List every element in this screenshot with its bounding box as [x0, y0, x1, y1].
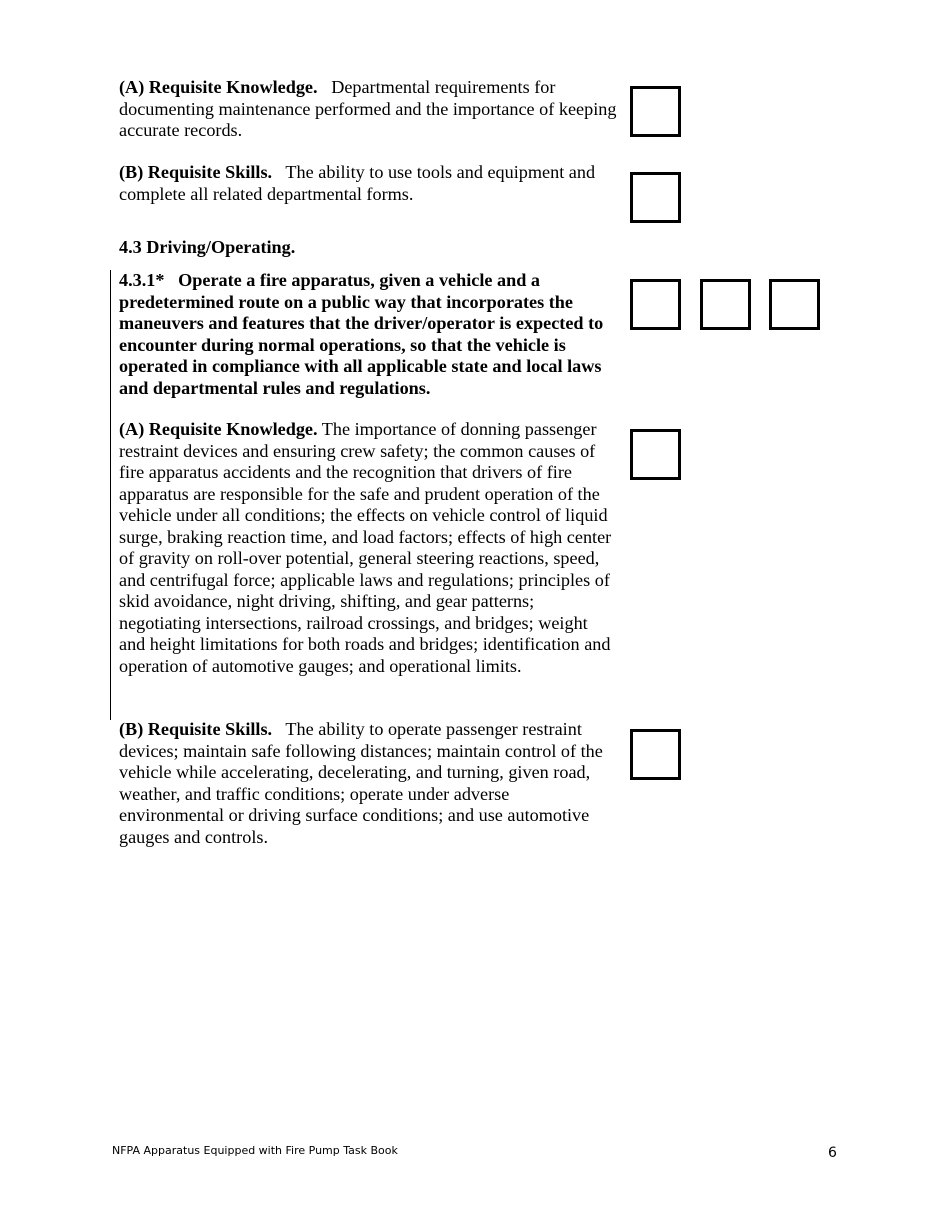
- signoff-checkbox[interactable]: [700, 279, 751, 330]
- revision-change-bar: [110, 270, 111, 720]
- signoff-checkbox[interactable]: [630, 279, 681, 330]
- section-heading: 4.3 Driving/Operating.: [119, 237, 296, 257]
- paragraph-text: The ability to operate passenger restraint devices; maintain safe following distances; maintain control of the vehicle while accelerating, decelerating, and turning, given road, weather, and traffic conditions; operate under adverse environmental or driving surface conditions; and use automotive gauges and controls.: [119, 719, 603, 847]
- footer-title: NFPA Apparatus Equipped with Fire Pump Task Book: [112, 1144, 398, 1157]
- jpr-number: 4.3.1*: [119, 270, 165, 290]
- signoff-checkbox[interactable]: [630, 172, 681, 223]
- jpr-text: Operate a fire apparatus, given a vehicle and a predetermined route on a public way that incorporates the maneuvers and features that the driver/operator is expected to encounter during normal operations, so that the vehicle is operated in compliance with all applicable state and local laws and departmental rules and regulations.: [119, 270, 604, 398]
- requisite-skills-paragraph: [119, 719, 607, 848]
- page-number: 6: [828, 1145, 837, 1161]
- paragraph-label: (B) Requisite Skills.: [119, 162, 273, 182]
- jpr-paragraph: [119, 270, 621, 399]
- paragraph-text: Departmental requirements for documenting maintenance performed and the importance of keeping accurate records.: [119, 77, 617, 140]
- requisite-knowledge-paragraph: [119, 419, 617, 677]
- requisite-knowledge-paragraph: [119, 77, 619, 142]
- paragraph-label: (B) Requisite Skills.: [119, 719, 273, 739]
- signoff-checkbox[interactable]: [630, 86, 681, 137]
- paragraph-text: The importance of donning passenger restraint devices and ensuring crew safety; the common causes of fire apparatus accidents and the recognition that drivers of fire apparatus are responsible for the safe and prudent operation of the vehicle under all conditions; the effects on vehicle control of liquid surge, braking reaction time, and load factors; effects of high center of gravity on roll-over potential, general steering reactions, speed, and centrifugal force; applicable laws and regulations; principles of skid avoidance, night driving, shifting, and gear patterns; negotiating intersections, railroad crossings, and bridges; weight and height limitations for both roads and bridges; identification and operation of automotive gauges; and operational limits.: [119, 419, 612, 676]
- signoff-checkbox[interactable]: [630, 429, 681, 480]
- signoff-checkbox[interactable]: [769, 279, 820, 330]
- paragraph-label: (A) Requisite Knowledge.: [119, 77, 318, 97]
- signoff-checkbox[interactable]: [630, 729, 681, 780]
- paragraph-text: The ability to use tools and equipment and complete all related departmental forms.: [119, 162, 596, 204]
- requisite-skills-paragraph: [119, 162, 619, 205]
- paragraph-label: (A) Requisite Knowledge.: [119, 419, 318, 439]
